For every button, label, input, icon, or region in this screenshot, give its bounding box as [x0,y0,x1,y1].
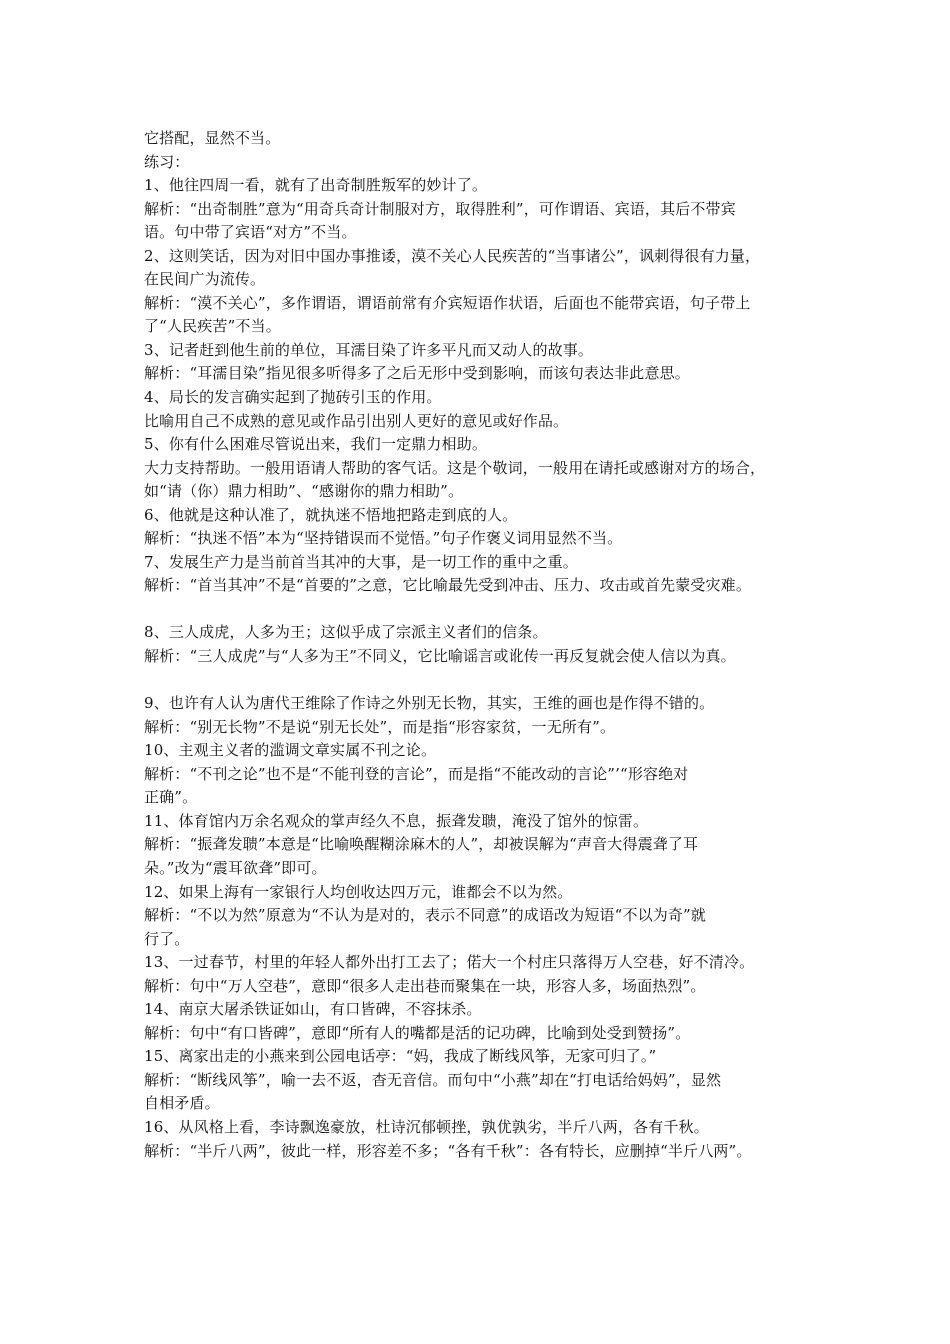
analysis-text: 大力支持帮助。一般用语请人帮助的客气话。这是个敬词，一般用在请托或感谢对方的场合， [144,458,766,477]
analysis-text: 解析：“耳濡目染”指见很多听得多了之后无形中受到影响，而该句表达非此意思。 [144,364,690,383]
analysis-text: 解析：“半斤八两”，彼此一样，形容差不多；“各有千秋”：各有特长，应删掉“半斤八两”。 [144,1141,752,1160]
exercise-sentence: 10、主观主义者的滥调文章实属不刊之论。 [144,741,437,760]
exercise-sentence: 15、离家出走的小燕来到公园电话亭：“妈，我成了断线风筝，无家可归了。” [144,1047,657,1066]
exercise-sentence: 6、他就是这种认准了，就执迷不悟地把路走到底的人。 [144,505,518,524]
analysis-text: 解析：“执迷不悟”本为“坚持错误而不觉悟。”句子作褒义词用显然不当。 [144,529,623,548]
analysis-text: 行了。 [144,929,190,948]
analysis-text: 比喻用自己不成熟的意见或作品引出别人更好的意见或好作品。 [144,411,569,430]
analysis-text: 解析：“漠不关心”，多作谓语，谓语前常有介宾短语作状语，后面也不能带宾语，句子带上 [144,293,751,312]
exercise-sentence: 4、局长的发言确实起到了抛砖引玉的作用。 [144,388,442,407]
analysis-text: 解析：“出奇制胜”意为“用奇兵奇计制服对方，取得胜利”，可作谓语、宾语，其后不带宾 [144,199,736,218]
exercise-sentence: 2、这则笑话，因为对旧中国办事推诿，漠不关心人民疾苦的“当事诸公”，讽刺得很有力量， [144,246,761,265]
analysis-text: 解析：“振聋发聩”本意是“比喻唤醒糊涂麻木的人”，却被误解为“声音大得震聋了耳 [144,835,699,854]
analysis-text: 了“人民疾苦”不当。 [144,317,281,336]
section-heading: 练习： [144,152,190,171]
analysis-text: 自相矛盾。 [144,1094,220,1113]
analysis-text: 正确”。 [144,788,198,807]
exercise-sentence: 3、记者赶到他生前的单位，耳濡目染了许多平凡而又动人的故事。 [144,340,594,359]
analysis-text: 如“请（你）鼎力相助”、“感谢你的鼎力相助”。 [144,482,464,501]
exercise-sentence: 8、三人成虎，人多为王；这似乎成了宗派主义者们的信条。 [144,623,548,642]
exercise-sentence: 在民间广为流传。 [144,270,266,289]
analysis-text: 解析：“断线风筝”，喻一去不返，杳无音信。而句中“小燕”却在“打电话给妈妈”，显然 [144,1070,722,1089]
exercise-sentence: 16、从风格上看，李诗飘逸豪放，杜诗沉郁顿挫，孰优孰劣，半斤八两，各有千秋。 [144,1117,709,1136]
blank-line [144,669,818,693]
analysis-text: 解析：“不以为然”原意为“不认为是对的，表示不同意”的成语改为短语“不以为奇”就 [144,906,707,925]
exercise-sentence: 11、体育馆内万余名观众的掌声经久不息，振聋发聩，淹没了馆外的惊雷。 [144,811,649,830]
analysis-text: 朵。”改为“震耳欲聋”即可。 [144,858,327,877]
exercise-sentence: 14、南京大屠杀铁证如山，有口皆碑，不容抹杀。 [144,1000,482,1019]
exercise-sentence: 12、如果上海有一家银行人均创收达四万元，谁都会不以为然。 [144,882,573,901]
exercise-sentence: 7、发展生产力是当前首当其冲的大事，是一切工作的重中之重。 [144,552,578,571]
analysis-text: 解析：“不刊之论”也不是“不能刊登的言论”，而是指“不能改动的言论”’“形容绝对 [144,764,689,783]
exercise-sentence: 5、你有什么困难尽管说出来，我们一定鼎力相助。 [144,435,487,454]
analysis-text: 解析：句中“万人空巷”，意即“很多人走出巷而聚集在一块，形容人多，场面热烈”。 [144,976,706,995]
exercise-sentence: 9、也许有人认为唐代王维除了作诗之外别无长物，其实，王维的画也是作得不错的。 [144,694,715,713]
exercise-sentence: 13、一过春节，村里的年轻人都外出打工去了；偌大一个村庄只落得万人空巷，好不清冷。 [144,953,755,972]
text-line: 它搭配，显然不当。 [144,129,281,147]
analysis-text: 解析：“三人成虎”与“人多为王”不同义，它比喻谣言或讹传一再反复就会使人信以为真。 [144,647,736,666]
analysis-text: 解析：“首当其冲”不是“首要的”之意，它比喻最先受到冲击、压力、攻击或首先蒙受灾难。 [144,576,751,595]
exercise-sentence: 1、他往四周一看，就有了出奇制胜叛军的妙计了。 [144,176,487,195]
analysis-text: 解析：“别无长物”不是说“别无长处”，而是指“形容家贫，一无所有”。 [144,717,616,736]
blank-line [144,598,818,622]
document-body [144,127,818,1163]
analysis-text: 语。句中带了宾语“对方”不当。 [144,223,357,242]
analysis-text: 解析：句中“有口皆碑”，意即“所有人的嘴都是活的记功碑，比喻到处受到赞扬”。 [144,1023,691,1042]
